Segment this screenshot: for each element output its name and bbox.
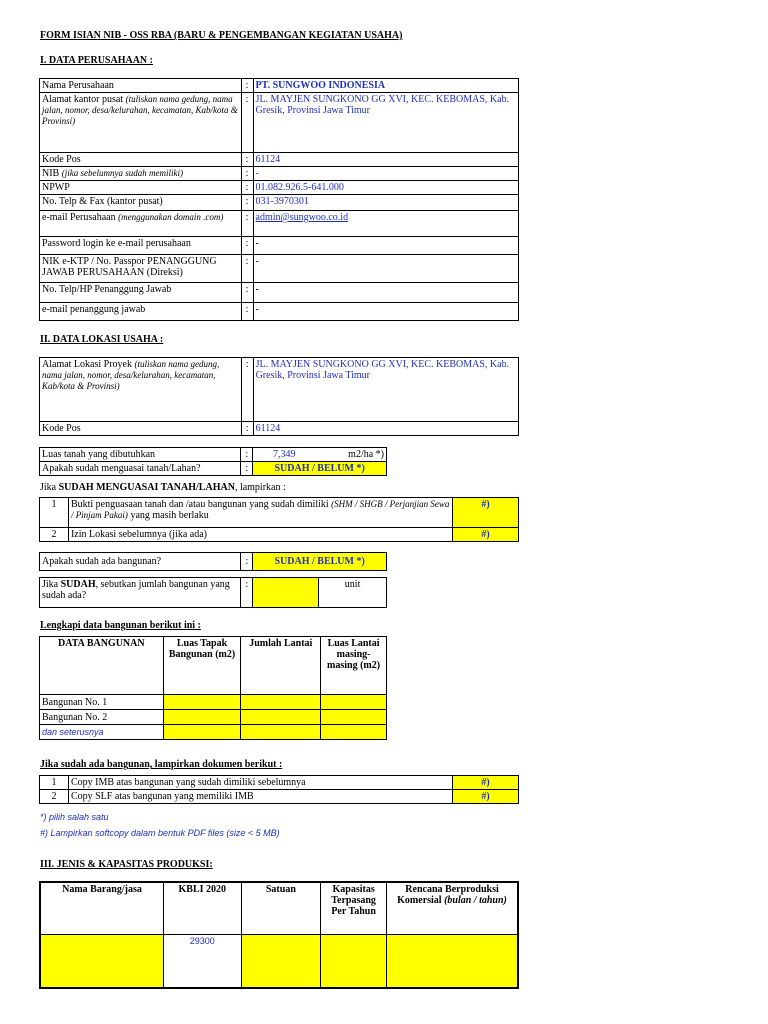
value-luas-tanah[interactable] xyxy=(253,448,387,462)
lampiran-row xyxy=(40,528,519,542)
label-npwp: NPWP xyxy=(40,181,242,195)
label-ada-bangunan: Apakah sudah ada bangunan? xyxy=(40,553,241,571)
lampiran-table xyxy=(39,497,519,542)
value-email[interactable]: admin@sungwoo.co.id xyxy=(253,211,518,237)
colon: : xyxy=(241,422,253,436)
bangunan-table xyxy=(39,636,387,740)
lengkapi-title: Lengkapi data bangunan berikut ini : xyxy=(40,620,201,631)
colon: : xyxy=(241,578,253,608)
bangunan-row xyxy=(40,710,387,725)
row-email-pj xyxy=(40,303,519,321)
row-npwp xyxy=(40,181,519,195)
colon: : xyxy=(241,153,253,167)
value-nib[interactable]: - xyxy=(253,167,518,181)
value-telp-pj[interactable]: - xyxy=(253,283,518,303)
value-kbli[interactable]: 29300 xyxy=(189,935,215,946)
jumlah-bangunan-table xyxy=(39,577,387,608)
label-telp-pj: No. Telp/HP Penanggung Jawab xyxy=(40,283,242,303)
colon: : xyxy=(241,211,253,237)
input-luas-tapak[interactable] xyxy=(163,710,241,725)
label-jumlah-bangunan: Jika SUDAH, sebutkan jumlah bangunan yang sudah ada? xyxy=(40,578,241,608)
lampiran-text: Bukti penguasaan tanah dan /atau bangunan yang sudah dimiliki (SHM / SHGB / Perjanjian Sewa / Pinjam Pakai) yang masih berlaku xyxy=(68,498,452,528)
input-rencana[interactable] xyxy=(387,934,518,988)
header-satuan: Satuan xyxy=(241,882,321,934)
row-password xyxy=(40,237,519,255)
row-kode-pos-lokasi xyxy=(40,422,519,436)
dokumen-mark[interactable]: #) xyxy=(453,790,519,804)
input-nama-barang[interactable] xyxy=(40,934,163,988)
header-jumlah-lantai: Jumlah Lantai xyxy=(241,637,321,695)
produksi-table xyxy=(39,881,519,989)
input-satuan[interactable] xyxy=(241,934,321,988)
row-alamat-lokasi xyxy=(40,358,519,422)
value-nama-perusahaan[interactable]: PT. SUNGWOO INDONESIA xyxy=(253,79,518,93)
input-luas-tapak[interactable] xyxy=(163,725,241,740)
colon: : xyxy=(241,283,253,303)
dokumen-no: 1 xyxy=(40,776,69,790)
luas-value: 7,349 xyxy=(273,449,296,460)
lampiran-no: 2 xyxy=(40,528,69,542)
row-telp-pj xyxy=(40,283,519,303)
label-email: e-mail Perusahaan (menggunakan domain .com) xyxy=(40,211,242,237)
label-alamat-kantor: Alamat kantor pusat (tuliskan nama gedung, nama jalan, nomor, desa/kelurahan, kecamatan, Kab/kota & Provinsi) xyxy=(40,93,242,153)
bangunan-etc: dan seterusnya xyxy=(42,727,104,737)
row-alamat-kantor xyxy=(40,93,519,153)
value-nik[interactable]: - xyxy=(253,255,518,283)
company-data-table xyxy=(39,78,519,321)
input-jumlah-lantai[interactable] xyxy=(241,695,321,710)
bangunan-label: Bangunan No. 1 xyxy=(40,695,164,710)
input-jumlah-bangunan[interactable] xyxy=(253,578,319,608)
header-luas-lantai: Luas Lantai masing-masing (m2) xyxy=(321,637,387,695)
row-nik xyxy=(40,255,519,283)
dokumen-table xyxy=(39,775,519,804)
colon: : xyxy=(241,79,253,93)
row-jumlah-bangunan xyxy=(40,578,387,608)
luas-unit: m2/ha *) xyxy=(348,449,384,460)
label-kode-pos-lokasi: Kode Pos xyxy=(40,422,242,436)
land-table xyxy=(39,447,387,476)
section-3-title: III. JENIS & KAPASITAS PRODUKSI: xyxy=(40,859,213,870)
produksi-header-row xyxy=(40,882,518,934)
lampiran-intro: Jika SUDAH MENGUASAI TANAH/LAHAN, lampirkan : xyxy=(40,482,286,493)
lampiran-mark[interactable]: #) xyxy=(453,498,519,528)
value-email-pj[interactable]: - xyxy=(253,303,518,321)
colon: : xyxy=(241,553,253,571)
input-luas-lantai[interactable] xyxy=(321,695,387,710)
header-kapasitas: Kapasitas Terpasang Per Tahun xyxy=(321,882,387,934)
label-nib: NIB (jika sebelumnya sudah memiliki) xyxy=(40,167,242,181)
jumlah-unit: unit xyxy=(319,578,387,608)
select-ada-bangunan[interactable]: SUDAH / BELUM *) xyxy=(253,553,387,571)
colon: : xyxy=(241,195,253,211)
row-nib xyxy=(40,167,519,181)
colon: : xyxy=(241,358,253,422)
bangunan-row xyxy=(40,695,387,710)
header-nama-barang: Nama Barang/jasa xyxy=(40,882,163,934)
input-luas-lantai[interactable] xyxy=(321,725,387,740)
section-1-title: I. DATA PERUSAHAAN : xyxy=(40,55,153,66)
section-2-title: II. DATA LOKASI USAHA : xyxy=(40,334,164,345)
footnote-pilih: *) pilih salah satu xyxy=(40,812,109,822)
dokumen-title: Jika sudah ada bangunan, lampirkan dokumen berikut : xyxy=(40,759,283,770)
colon: : xyxy=(241,448,253,462)
dokumen-text: Copy IMB atas bangunan yang sudah dimiliki sebelumnya xyxy=(68,776,452,790)
dokumen-row xyxy=(40,776,519,790)
row-telp xyxy=(40,195,519,211)
value-kode-pos[interactable]: 61124 xyxy=(253,153,518,167)
bangunan-label: Bangunan No. 2 xyxy=(40,710,164,725)
value-alamat-lokasi[interactable]: JL. MAYJEN SUNGKONO GG XVI, KEC. KEBOMAS, Kab. Gresik, Provinsi Jawa Timur xyxy=(253,358,518,422)
value-password[interactable]: - xyxy=(253,237,518,255)
bangunan-header-row xyxy=(40,637,387,695)
lampiran-text: Izin Lokasi sebelumnya (jika ada) xyxy=(68,528,452,542)
input-jumlah-lantai[interactable] xyxy=(241,725,321,740)
row-ada-bangunan xyxy=(40,553,387,571)
row-nama-perusahaan xyxy=(40,79,519,93)
header-rencana: Rencana Berproduksi Komersial (bulan / tahun) xyxy=(387,882,518,934)
dokumen-row xyxy=(40,790,519,804)
row-kuasai-tanah xyxy=(40,462,387,476)
select-kuasai-tanah[interactable]: SUDAH / BELUM *) xyxy=(253,462,387,476)
label-nama-perusahaan: Nama Perusahaan xyxy=(40,79,242,93)
footnote-lampirkan: #) Lampirkan softcopy dalam bentuk PDF files (size < 5 MB) xyxy=(40,828,280,838)
colon: : xyxy=(241,237,253,255)
label-email-pj: e-mail penanggung jawab xyxy=(40,303,242,321)
dokumen-no: 2 xyxy=(40,790,69,804)
value-kode-pos-lokasi[interactable]: 61124 xyxy=(253,422,518,436)
bangunan-question-table xyxy=(39,552,387,571)
produksi-row xyxy=(40,934,518,988)
input-kapasitas[interactable] xyxy=(321,934,387,988)
row-email xyxy=(40,211,519,237)
header-luas-tapak: Luas Tapak Bangunan (m2) xyxy=(163,637,241,695)
form-title: FORM ISIAN NIB - OSS RBA (BARU & PENGEMBANGAN KEGIATAN USAHA) xyxy=(40,30,403,41)
colon: : xyxy=(241,255,253,283)
label-telp: No. Telp & Fax (kantor pusat) xyxy=(40,195,242,211)
lampiran-no: 1 xyxy=(40,498,69,528)
label-luas-tanah: Luas tanah yang dibutuhkan xyxy=(40,448,241,462)
lampiran-mark[interactable]: #) xyxy=(453,528,519,542)
dokumen-mark[interactable]: #) xyxy=(453,776,519,790)
colon: : xyxy=(241,462,253,476)
bangunan-row xyxy=(40,725,387,740)
location-table xyxy=(39,357,519,436)
value-alamat-kantor[interactable]: JL. MAYJEN SUNGKONO GG XVI, KEC. KEBOMAS, Kab. Gresik, Provinsi Jawa Timur xyxy=(253,93,518,153)
lampiran-row xyxy=(40,498,519,528)
input-luas-lantai[interactable] xyxy=(321,710,387,725)
colon: : xyxy=(241,167,253,181)
dokumen-text: Copy SLF atas bangunan yang memiliki IMB xyxy=(68,790,452,804)
label-password: Password login ke e-mail perusahaan xyxy=(40,237,242,255)
header-data-bangunan: DATA BANGUNAN xyxy=(40,637,164,695)
label-kuasai-tanah: Apakah sudah menguasai tanah/Lahan? xyxy=(40,462,241,476)
row-luas-tanah xyxy=(40,448,387,462)
label-alamat-lokasi: Alamat Lokasi Proyek (tuliskan nama gedung, nama jalan, nomor, desa/kelurahan, kecamatan, Kab/kota & Provinsi) xyxy=(40,358,242,422)
label-kode-pos: Kode Pos xyxy=(40,153,242,167)
value-telp[interactable]: 031-3970301 xyxy=(253,195,518,211)
input-jumlah-lantai[interactable] xyxy=(241,710,321,725)
row-kode-pos xyxy=(40,153,519,167)
colon: : xyxy=(241,93,253,153)
header-kbli: KBLI 2020 xyxy=(163,882,241,934)
label-nik: NIK e-KTP / No. Passpor PENANGGUNG JAWAB PERUSAHAAN (Direksi) xyxy=(40,255,242,283)
colon: : xyxy=(241,181,253,195)
colon: : xyxy=(241,303,253,321)
input-luas-tapak[interactable] xyxy=(163,695,241,710)
value-npwp[interactable]: 01.082.926.5-641.000 xyxy=(253,181,518,195)
